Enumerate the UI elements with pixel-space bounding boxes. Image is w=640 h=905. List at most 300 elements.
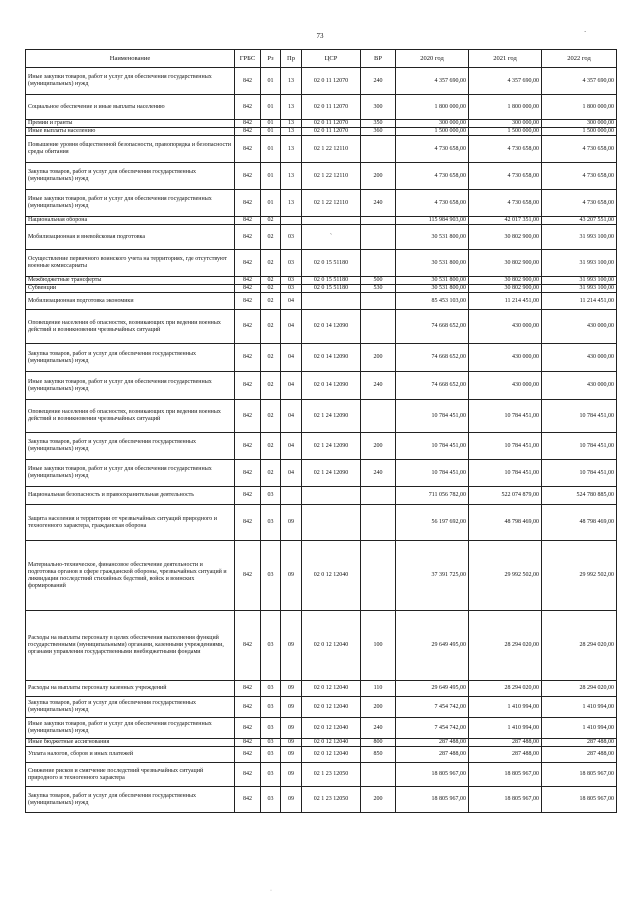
cell-rz: 01 bbox=[261, 163, 281, 190]
cell-y2020: 18 805 967,00 bbox=[396, 787, 469, 813]
cell-y2021: 4 730 658,00 bbox=[469, 136, 542, 163]
cell-grbs: 842 bbox=[235, 718, 261, 739]
cell-y2021: 287 488,00 bbox=[469, 739, 542, 747]
cell-y2021: 430 000,00 bbox=[469, 372, 542, 400]
cell-name: Иные закупки товаров, работ и услуг для обеспечения государственных (муниципальных) нужд bbox=[26, 190, 235, 217]
cell-pr: 09 bbox=[281, 541, 302, 611]
cell-rz: 01 bbox=[261, 190, 281, 217]
cell-name: Закупка товаров, работ и услуг для обеспечения государственных (муниципальных) нужд bbox=[26, 433, 235, 460]
cell-rz: 01 bbox=[261, 120, 281, 128]
cell-csr: 02 1 24 12090 bbox=[302, 433, 361, 460]
cell-y2022: 31 993 100,00 bbox=[542, 285, 617, 293]
cell-y2022: 10 784 451,00 bbox=[542, 400, 617, 433]
cell-name: Расходы на выплаты персоналу в целях обеспечения выполнения функций государственными (муниципальными) органами, казенными учреждениями, органами управления государственными внебюджетными фондами bbox=[26, 611, 235, 681]
cell-y2020: 74 668 652,00 bbox=[396, 372, 469, 400]
cell-grbs: 842 bbox=[235, 136, 261, 163]
cell-grbs: 842 bbox=[235, 747, 261, 763]
cell-rz: 03 bbox=[261, 763, 281, 787]
cell-name: Расходы на выплаты персоналу казенных учреждений bbox=[26, 681, 235, 697]
cell-vr: 850 bbox=[361, 747, 396, 763]
cell-name: Мобилизационная и вневойсковая подготовка bbox=[26, 225, 235, 250]
cell-grbs: 842 bbox=[235, 68, 261, 95]
cell-csr: 02 0 11 12070 bbox=[302, 95, 361, 120]
cell-y2022: 48 798 469,00 bbox=[542, 505, 617, 541]
cell-csr: 02 0 14 12090 bbox=[302, 310, 361, 344]
header-2022: 2022 год bbox=[542, 50, 617, 68]
cell-vr: 240 bbox=[361, 718, 396, 739]
cell-pr: 09 bbox=[281, 505, 302, 541]
cell-name: Иные бюджетные ассигнования bbox=[26, 739, 235, 747]
cell-csr: 02 1 22 12110 bbox=[302, 190, 361, 217]
cell-vr bbox=[361, 763, 396, 787]
cell-y2020: 74 668 652,00 bbox=[396, 310, 469, 344]
cell-csr: 02 0 11 12070 bbox=[302, 120, 361, 128]
cell-rz: 02 bbox=[261, 433, 281, 460]
cell-grbs: 842 bbox=[235, 120, 261, 128]
cell-name: Премии и гранты bbox=[26, 120, 235, 128]
cell-rz: 03 bbox=[261, 697, 281, 718]
cell-rz: 01 bbox=[261, 68, 281, 95]
cell-y2022: 10 784 451,00 bbox=[542, 460, 617, 487]
cell-y2022: 4 730 658,00 bbox=[542, 136, 617, 163]
cell-grbs: 842 bbox=[235, 285, 261, 293]
cell-csr: 02 0 14 12090 bbox=[302, 344, 361, 372]
cell-grbs: 842 bbox=[235, 787, 261, 813]
cell-rz: 02 bbox=[261, 225, 281, 250]
cell-grbs: 842 bbox=[235, 460, 261, 487]
cell-name: Оповещение населения об опасностях, возникающих при ведении военных действий и возникновении чрезвычайных ситуаций bbox=[26, 310, 235, 344]
cell-grbs: 842 bbox=[235, 611, 261, 681]
cell-name: Закупка товаров, работ и услуг для обеспечения государственных (муниципальных) нужд bbox=[26, 163, 235, 190]
cell-y2021: 10 784 451,00 bbox=[469, 400, 542, 433]
cell-rz: 03 bbox=[261, 487, 281, 505]
cell-y2020: 56 197 692,00 bbox=[396, 505, 469, 541]
header-name: Наименование bbox=[26, 50, 235, 68]
cell-name: Иные выплаты населению bbox=[26, 128, 235, 136]
header-pr: Пр bbox=[281, 50, 302, 68]
cell-y2020: 30 531 800,00 bbox=[396, 285, 469, 293]
table-row bbox=[26, 718, 617, 739]
cell-y2020: 115 984 903,00 bbox=[396, 217, 469, 225]
table-header-row bbox=[26, 50, 617, 68]
cell-y2021: 522 074 879,00 bbox=[469, 487, 542, 505]
cell-grbs: 842 bbox=[235, 681, 261, 697]
cell-pr: 04 bbox=[281, 400, 302, 433]
cell-vr: 200 bbox=[361, 697, 396, 718]
cell-vr: 110 bbox=[361, 681, 396, 697]
cell-grbs: 842 bbox=[235, 541, 261, 611]
cell-y2020: 4 730 658,00 bbox=[396, 136, 469, 163]
cell-vr: 200 bbox=[361, 163, 396, 190]
cell-y2021: 42 017 351,00 bbox=[469, 217, 542, 225]
cell-grbs: 842 bbox=[235, 250, 261, 277]
cell-rz: 02 bbox=[261, 293, 281, 310]
cell-y2021: 30 802 900,00 bbox=[469, 225, 542, 250]
cell-y2021: 28 294 020,00 bbox=[469, 611, 542, 681]
cell-pr: 09 bbox=[281, 681, 302, 697]
budget-table bbox=[25, 49, 617, 813]
cell-pr: 13 bbox=[281, 190, 302, 217]
cell-pr: 03 bbox=[281, 277, 302, 285]
cell-rz: 03 bbox=[261, 739, 281, 747]
cell-vr: 240 bbox=[361, 460, 396, 487]
table-row bbox=[26, 433, 617, 460]
cell-y2022: 31 993 100,00 bbox=[542, 250, 617, 277]
cell-y2022: 430 000,00 bbox=[542, 372, 617, 400]
table-row bbox=[26, 611, 617, 681]
table-row bbox=[26, 460, 617, 487]
cell-csr: 02 0 12 12040 bbox=[302, 718, 361, 739]
table-row bbox=[26, 747, 617, 763]
cell-csr: 02 1 24 12090 bbox=[302, 400, 361, 433]
cell-vr bbox=[361, 250, 396, 277]
cell-csr bbox=[302, 217, 361, 225]
table-row bbox=[26, 217, 617, 225]
cell-y2020: 30 531 800,00 bbox=[396, 225, 469, 250]
cell-name: Иные закупки товаров, работ и услуг для обеспечения государственных (муниципальных) нужд bbox=[26, 718, 235, 739]
corner-mark: ` bbox=[584, 30, 587, 38]
cell-pr: 03 bbox=[281, 250, 302, 277]
cell-pr: 09 bbox=[281, 611, 302, 681]
cell-vr bbox=[361, 400, 396, 433]
cell-name: Уплата налогов, сборов и иных платежей bbox=[26, 747, 235, 763]
cell-y2020: 711 056 782,00 bbox=[396, 487, 469, 505]
cell-y2021: 1 410 994,00 bbox=[469, 718, 542, 739]
table-row bbox=[26, 277, 617, 285]
cell-grbs: 842 bbox=[235, 739, 261, 747]
cell-y2021: 11 214 451,00 bbox=[469, 293, 542, 310]
cell-y2020: 30 531 800,00 bbox=[396, 250, 469, 277]
cell-y2022: 287 488,00 bbox=[542, 739, 617, 747]
cell-pr: 04 bbox=[281, 460, 302, 487]
header-csr: ЦСР bbox=[302, 50, 361, 68]
cell-y2021: 4 357 690,00 bbox=[469, 68, 542, 95]
cell-y2022: 1 500 000,00 bbox=[542, 128, 617, 136]
cell-grbs: 842 bbox=[235, 344, 261, 372]
cell-vr: 100 bbox=[361, 611, 396, 681]
table-row bbox=[26, 293, 617, 310]
cell-name: Закупка товаров, работ и услуг для обеспечения государственных (муниципальных) нужд bbox=[26, 344, 235, 372]
cell-rz: 02 bbox=[261, 460, 281, 487]
cell-grbs: 842 bbox=[235, 293, 261, 310]
cell-vr: 500 bbox=[361, 277, 396, 285]
cell-y2021: 48 798 469,00 bbox=[469, 505, 542, 541]
cell-grbs: 842 bbox=[235, 487, 261, 505]
cell-y2021: 430 000,00 bbox=[469, 310, 542, 344]
cell-csr bbox=[302, 487, 361, 505]
bottom-mark: · bbox=[270, 888, 272, 894]
cell-name: Иные закупки товаров, работ и услуг для обеспечения государственных (муниципальных) нужд bbox=[26, 68, 235, 95]
cell-y2020: 300 000,00 bbox=[396, 120, 469, 128]
cell-y2020: 4 357 690,00 bbox=[396, 68, 469, 95]
cell-name: Национальная оборона bbox=[26, 217, 235, 225]
cell-csr: ` bbox=[302, 225, 361, 250]
cell-vr: 360 bbox=[361, 128, 396, 136]
cell-y2022: 1 410 994,00 bbox=[542, 718, 617, 739]
cell-pr: 13 bbox=[281, 95, 302, 120]
cell-grbs: 842 bbox=[235, 277, 261, 285]
cell-y2021: 28 294 020,00 bbox=[469, 681, 542, 697]
cell-pr: 13 bbox=[281, 120, 302, 128]
table-row bbox=[26, 487, 617, 505]
cell-y2020: 10 784 451,00 bbox=[396, 433, 469, 460]
cell-pr bbox=[281, 487, 302, 505]
cell-grbs: 842 bbox=[235, 372, 261, 400]
table-row bbox=[26, 285, 617, 293]
cell-rz: 03 bbox=[261, 681, 281, 697]
cell-vr bbox=[361, 505, 396, 541]
cell-name: Субвенции bbox=[26, 285, 235, 293]
cell-y2022: 4 730 658,00 bbox=[542, 163, 617, 190]
cell-vr: 800 bbox=[361, 739, 396, 747]
cell-csr: 02 1 23 12050 bbox=[302, 763, 361, 787]
cell-y2022: 29 992 502,00 bbox=[542, 541, 617, 611]
cell-grbs: 842 bbox=[235, 163, 261, 190]
table-row bbox=[26, 681, 617, 697]
cell-grbs: 842 bbox=[235, 433, 261, 460]
cell-y2020: 29 649 495,00 bbox=[396, 681, 469, 697]
cell-vr: 240 bbox=[361, 190, 396, 217]
cell-pr: 13 bbox=[281, 68, 302, 95]
cell-grbs: 842 bbox=[235, 400, 261, 433]
cell-rz: 02 bbox=[261, 310, 281, 344]
cell-csr: 02 0 15 51180 bbox=[302, 285, 361, 293]
cell-csr: 02 0 11 12070 bbox=[302, 68, 361, 95]
table-row bbox=[26, 136, 617, 163]
cell-pr: 13 bbox=[281, 136, 302, 163]
table-row bbox=[26, 68, 617, 95]
table-row bbox=[26, 787, 617, 813]
cell-y2022: 10 784 451,00 bbox=[542, 433, 617, 460]
header-2020: 2020 год bbox=[396, 50, 469, 68]
cell-pr: 09 bbox=[281, 787, 302, 813]
cell-y2020: 37 391 725,00 bbox=[396, 541, 469, 611]
cell-rz: 03 bbox=[261, 747, 281, 763]
table-row bbox=[26, 250, 617, 277]
cell-rz: 02 bbox=[261, 285, 281, 293]
cell-y2020: 74 668 652,00 bbox=[396, 344, 469, 372]
cell-y2020: 10 784 451,00 bbox=[396, 400, 469, 433]
cell-y2022: 31 993 100,00 bbox=[542, 225, 617, 250]
cell-rz: 01 bbox=[261, 128, 281, 136]
cell-rz: 03 bbox=[261, 718, 281, 739]
cell-grbs: 842 bbox=[235, 763, 261, 787]
cell-name: Мобилизационная подготовка экономики bbox=[26, 293, 235, 310]
cell-pr: 13 bbox=[281, 128, 302, 136]
cell-grbs: 842 bbox=[235, 190, 261, 217]
cell-rz: 02 bbox=[261, 217, 281, 225]
cell-csr bbox=[302, 293, 361, 310]
cell-rz: 02 bbox=[261, 250, 281, 277]
cell-rz: 02 bbox=[261, 344, 281, 372]
cell-pr: 04 bbox=[281, 293, 302, 310]
cell-y2020: 1 800 000,00 bbox=[396, 95, 469, 120]
cell-y2020: 1 500 000,00 bbox=[396, 128, 469, 136]
cell-name: Защита населения и территории от чрезвычайных ситуаций природного и техногенного характера, гражданская оборона bbox=[26, 505, 235, 541]
cell-y2021: 287 488,00 bbox=[469, 747, 542, 763]
cell-vr: 300 bbox=[361, 95, 396, 120]
cell-y2020: 287 488,00 bbox=[396, 747, 469, 763]
header-2021: 2021 год bbox=[469, 50, 542, 68]
cell-vr: 200 bbox=[361, 787, 396, 813]
cell-y2021: 30 802 900,00 bbox=[469, 285, 542, 293]
header-rz: Рз bbox=[261, 50, 281, 68]
header-vr: ВР bbox=[361, 50, 396, 68]
cell-vr bbox=[361, 541, 396, 611]
cell-pr: 09 bbox=[281, 739, 302, 747]
cell-y2021: 1 500 000,00 bbox=[469, 128, 542, 136]
table-row bbox=[26, 505, 617, 541]
cell-y2021: 10 784 451,00 bbox=[469, 433, 542, 460]
table-row bbox=[26, 310, 617, 344]
header-grbs: ГРБС bbox=[235, 50, 261, 68]
cell-y2021: 30 802 900,00 bbox=[469, 277, 542, 285]
cell-name: Межбюджетные трансферты bbox=[26, 277, 235, 285]
cell-y2022: 4 357 690,00 bbox=[542, 68, 617, 95]
cell-name: Социальное обеспечение и иные выплаты населению bbox=[26, 95, 235, 120]
cell-pr: 04 bbox=[281, 344, 302, 372]
cell-y2022: 28 294 020,00 bbox=[542, 681, 617, 697]
cell-csr: 02 0 12 12040 bbox=[302, 747, 361, 763]
cell-grbs: 842 bbox=[235, 217, 261, 225]
cell-csr: 02 0 15 51180 bbox=[302, 250, 361, 277]
cell-y2020: 85 453 103,00 bbox=[396, 293, 469, 310]
cell-vr bbox=[361, 487, 396, 505]
cell-y2022: 18 805 967,00 bbox=[542, 763, 617, 787]
cell-vr: 240 bbox=[361, 372, 396, 400]
cell-y2022: 287 488,00 bbox=[542, 747, 617, 763]
cell-csr: 02 1 22 12110 bbox=[302, 136, 361, 163]
table-row bbox=[26, 344, 617, 372]
cell-y2022: 28 294 020,00 bbox=[542, 611, 617, 681]
cell-csr: 02 0 15 51180 bbox=[302, 277, 361, 285]
cell-y2022: 18 805 967,00 bbox=[542, 787, 617, 813]
cell-y2022: 1 800 000,00 bbox=[542, 95, 617, 120]
cell-y2020: 7 454 742,00 bbox=[396, 718, 469, 739]
cell-y2020: 287 488,00 bbox=[396, 739, 469, 747]
cell-rz: 02 bbox=[261, 400, 281, 433]
cell-y2021: 300 000,00 bbox=[469, 120, 542, 128]
cell-pr: 13 bbox=[281, 163, 302, 190]
cell-y2021: 29 992 502,00 bbox=[469, 541, 542, 611]
cell-y2021: 1 800 000,00 bbox=[469, 95, 542, 120]
cell-y2020: 10 784 451,00 bbox=[396, 460, 469, 487]
cell-vr: 350 bbox=[361, 120, 396, 128]
cell-csr: 02 1 24 12090 bbox=[302, 460, 361, 487]
cell-rz: 03 bbox=[261, 787, 281, 813]
cell-name: Повышение уровня общественной безопасности, правопорядка и безопасности среды обитания bbox=[26, 136, 235, 163]
cell-vr: 530 bbox=[361, 285, 396, 293]
cell-pr: 09 bbox=[281, 763, 302, 787]
cell-pr: 04 bbox=[281, 310, 302, 344]
cell-pr bbox=[281, 217, 302, 225]
cell-csr: 02 0 14 12090 bbox=[302, 372, 361, 400]
cell-csr: 02 0 12 12040 bbox=[302, 681, 361, 697]
cell-name: Осуществление первичного воинского учета на территориях, где отсутствуют военные комиссариаты bbox=[26, 250, 235, 277]
cell-pr: 09 bbox=[281, 747, 302, 763]
cell-y2020: 4 730 658,00 bbox=[396, 163, 469, 190]
cell-grbs: 842 bbox=[235, 697, 261, 718]
cell-csr: 02 0 12 12040 bbox=[302, 611, 361, 681]
cell-name: Оповещение населения об опасностях, возникающих при ведении военных действий и возникновении чрезвычайных ситуаций bbox=[26, 400, 235, 433]
cell-csr: 02 0 12 12040 bbox=[302, 739, 361, 747]
cell-name: Иные закупки товаров, работ и услуг для обеспечения государственных (муниципальных) нужд bbox=[26, 460, 235, 487]
cell-y2022: 430 000,00 bbox=[542, 344, 617, 372]
cell-y2022: 4 730 658,00 bbox=[542, 190, 617, 217]
cell-csr: 02 1 22 12110 bbox=[302, 163, 361, 190]
cell-csr: 02 1 23 12050 bbox=[302, 787, 361, 813]
cell-vr bbox=[361, 310, 396, 344]
cell-y2020: 7 454 742,00 bbox=[396, 697, 469, 718]
cell-pr: 04 bbox=[281, 433, 302, 460]
cell-csr bbox=[302, 505, 361, 541]
cell-y2021: 18 805 967,00 bbox=[469, 763, 542, 787]
cell-csr: 02 0 12 12040 bbox=[302, 697, 361, 718]
table-row bbox=[26, 95, 617, 120]
cell-rz: 02 bbox=[261, 277, 281, 285]
cell-csr: 02 0 12 12040 bbox=[302, 541, 361, 611]
cell-vr bbox=[361, 293, 396, 310]
cell-vr: 240 bbox=[361, 68, 396, 95]
cell-pr: 03 bbox=[281, 285, 302, 293]
cell-grbs: 842 bbox=[235, 128, 261, 136]
cell-y2021: 1 410 994,00 bbox=[469, 697, 542, 718]
cell-y2021: 4 730 658,00 bbox=[469, 190, 542, 217]
cell-y2022: 31 993 100,00 bbox=[542, 277, 617, 285]
cell-rz: 02 bbox=[261, 372, 281, 400]
table-row bbox=[26, 120, 617, 128]
cell-pr: 09 bbox=[281, 697, 302, 718]
cell-y2021: 10 784 451,00 bbox=[469, 460, 542, 487]
cell-vr: 200 bbox=[361, 433, 396, 460]
cell-y2022: 1 410 994,00 bbox=[542, 697, 617, 718]
cell-rz: 03 bbox=[261, 611, 281, 681]
cell-y2021: 430 000,00 bbox=[469, 344, 542, 372]
cell-pr: 04 bbox=[281, 372, 302, 400]
table-row bbox=[26, 739, 617, 747]
cell-y2020: 30 531 800,00 bbox=[396, 277, 469, 285]
cell-name: Национальная безопасность и правоохранительная деятельность bbox=[26, 487, 235, 505]
cell-grbs: 842 bbox=[235, 95, 261, 120]
cell-name: Закупка товаров, работ и услуг для обеспечения государственных (муниципальных) нужд bbox=[26, 787, 235, 813]
cell-y2022: 11 214 451,00 bbox=[542, 293, 617, 310]
cell-vr bbox=[361, 225, 396, 250]
cell-y2021: 18 805 967,00 bbox=[469, 787, 542, 813]
cell-grbs: 842 bbox=[235, 505, 261, 541]
table-row bbox=[26, 400, 617, 433]
cell-y2020: 18 805 967,00 bbox=[396, 763, 469, 787]
cell-pr: 09 bbox=[281, 718, 302, 739]
cell-grbs: 842 bbox=[235, 310, 261, 344]
table-row bbox=[26, 190, 617, 217]
cell-y2022: 430 000,00 bbox=[542, 310, 617, 344]
table-row bbox=[26, 128, 617, 136]
table-row bbox=[26, 697, 617, 718]
cell-vr: 200 bbox=[361, 344, 396, 372]
cell-vr bbox=[361, 217, 396, 225]
cell-y2021: 30 802 900,00 bbox=[469, 250, 542, 277]
table-row bbox=[26, 763, 617, 787]
cell-pr: 03 bbox=[281, 225, 302, 250]
cell-name: Снижение рисков и смягчение последствий чрезвычайных ситуаций природного и техногенного характера bbox=[26, 763, 235, 787]
cell-name: Материально-техническое, финансовое обеспечение деятельности и подготовка органов в сфере гражданской обороны, чрезвычайных ситуаций и ликвидации последствий стихийных бедствий, войск и воинских формирований bbox=[26, 541, 235, 611]
cell-csr: 02 0 11 12070 bbox=[302, 128, 361, 136]
cell-name: Закупка товаров, работ и услуг для обеспечения государственных (муниципальных) нужд bbox=[26, 697, 235, 718]
cell-y2022: 524 780 885,00 bbox=[542, 487, 617, 505]
table-row bbox=[26, 163, 617, 190]
cell-rz: 01 bbox=[261, 95, 281, 120]
cell-grbs: 842 bbox=[235, 225, 261, 250]
